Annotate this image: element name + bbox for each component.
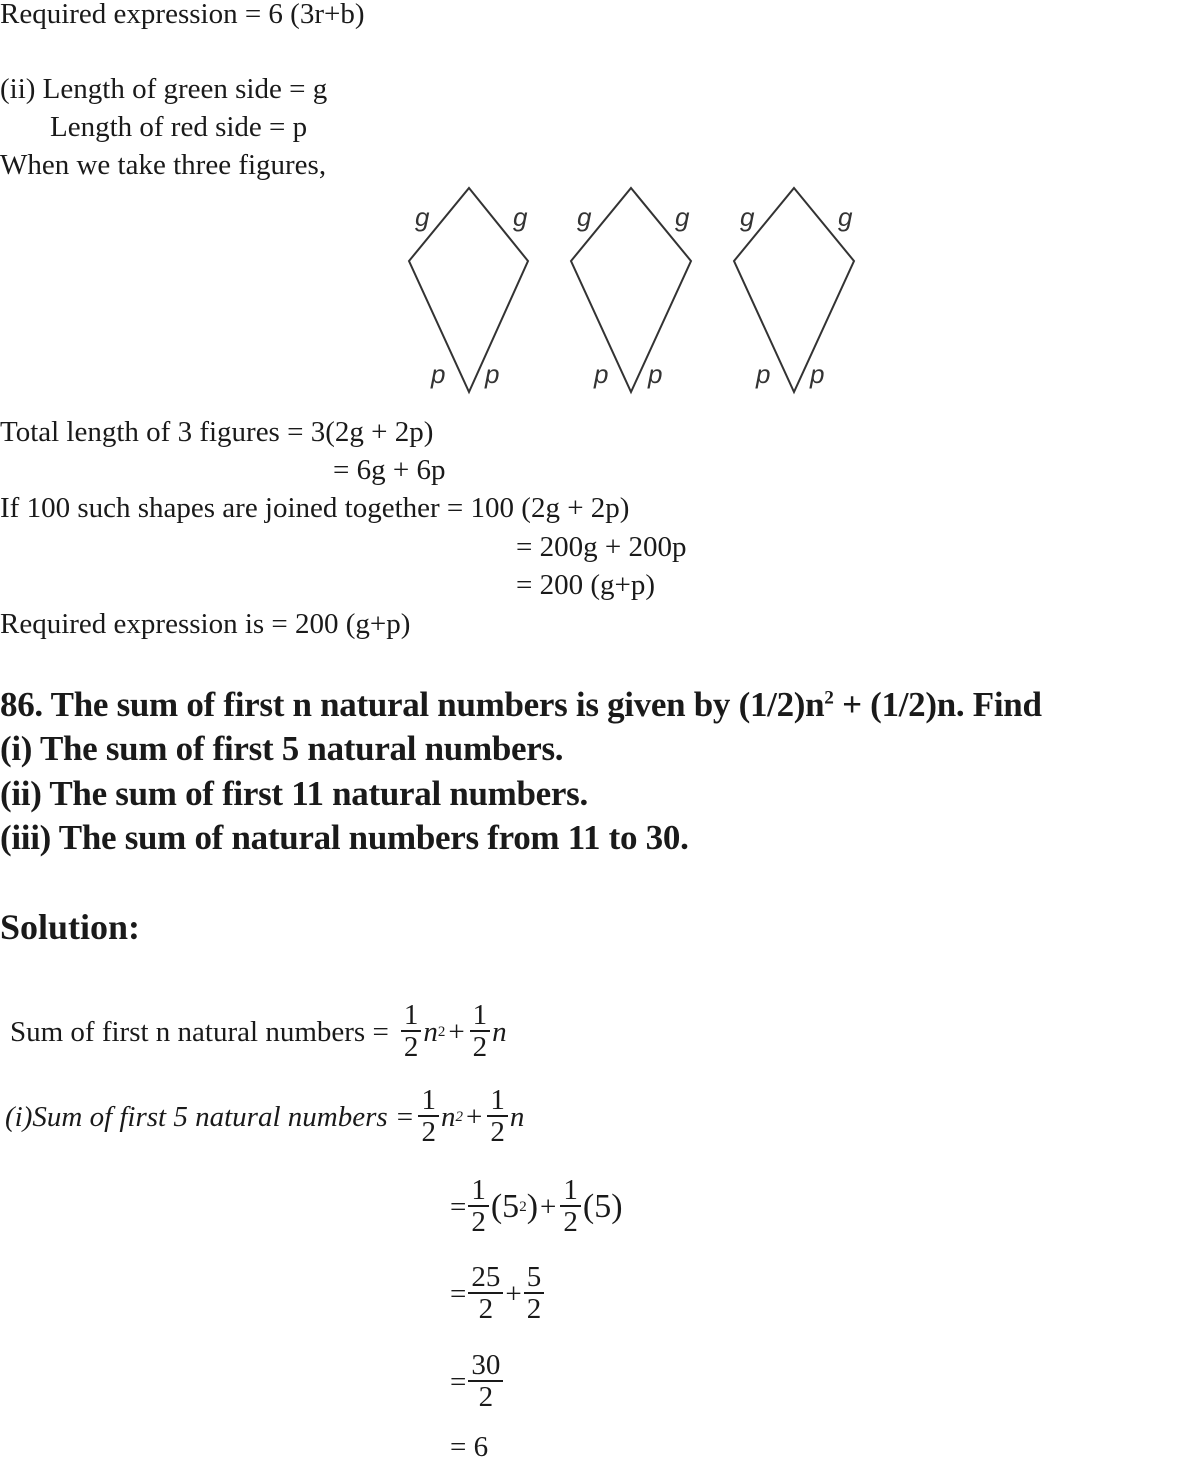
step-3 bbox=[450, 1350, 505, 1414]
plus-sign: + bbox=[540, 1191, 557, 1224]
fraction-half: $\frac{1}{2}$ bbox=[470, 1000, 491, 1064]
total-length-three-simplified: = 6g + 6p bbox=[333, 454, 446, 486]
fraction-half: $\frac{1}{2}$ bbox=[560, 1175, 581, 1239]
fraction-half: $\frac{1}{2}$ bbox=[487, 1085, 508, 1149]
formula-line: Sum of first n natural numbers = $\frac{1}{2}$ n 2 + $\frac{1}{2}$ n bbox=[10, 999, 507, 1064]
variable-n: n bbox=[509, 1101, 525, 1134]
part-i-formula-line: (i)Sum of first 5 natural numbers = $\frac{1}{2}$ n 2 + $\frac{1}{2}$ n bbox=[5, 1084, 525, 1149]
fraction-5-over-2: $\frac{5}{2}$ bbox=[524, 1262, 545, 1326]
question-stem-text: 86. The sum of first n natural numbers is given by (1/2)n bbox=[0, 685, 825, 724]
variable-n: n bbox=[440, 1101, 456, 1134]
five-term: (5) bbox=[582, 1188, 623, 1226]
kite-figures bbox=[395, 180, 875, 405]
fraction-30-over-2: $\frac{30}{2}$ bbox=[468, 1350, 503, 1414]
kite-3-label-top-right: g bbox=[838, 202, 853, 232]
five-squared-open: (5 bbox=[490, 1188, 520, 1226]
fraction-25-over-2: $\frac{25}{2}$ bbox=[468, 1262, 503, 1326]
plus-sign: + bbox=[465, 1101, 483, 1134]
variable-n: n bbox=[492, 1016, 507, 1049]
three-figures-intro: When we take three figures, bbox=[0, 149, 327, 181]
fraction-half: $\frac{1}{2}$ bbox=[401, 1000, 422, 1064]
question-item-iii: (iii) The sum of natural numbers from 11 to 30. bbox=[0, 818, 689, 857]
kite-1-label-bottom-right: p bbox=[485, 359, 500, 389]
kite-1-label-top-right: g bbox=[513, 202, 528, 232]
formula-label: Sum of first n natural numbers = bbox=[10, 1016, 389, 1049]
hundred-shapes-step-1: = 200g + 200p bbox=[516, 531, 687, 563]
kite-2-label-top-left: g bbox=[577, 202, 592, 232]
step-2 bbox=[450, 1262, 546, 1326]
part-ii-conclusion: Required expression is = 200 (g+p) bbox=[0, 608, 411, 640]
step-4: = 6 bbox=[450, 1431, 489, 1463]
question-item-ii: (ii) The sum of first 11 natural numbers. bbox=[0, 774, 588, 813]
step-1: = $\frac{1}{2}$ (5 2 ) + $\frac{1}{2}$ (5) bbox=[450, 1174, 623, 1239]
part-i-conclusion: Required expression = 6 (3r+b) bbox=[0, 0, 365, 30]
question-item-i: (i) The sum of first 5 natural numbers. bbox=[0, 729, 564, 768]
plus-sign: + bbox=[505, 1278, 522, 1311]
kite-3-label-top-left: g bbox=[740, 202, 755, 232]
question-stem-text-end: + (1/2)n. Find bbox=[833, 685, 1042, 724]
equals-sign: = bbox=[450, 1366, 467, 1399]
fraction-half: $\frac{1}{2}$ bbox=[468, 1175, 489, 1239]
variable-n: n bbox=[423, 1016, 438, 1049]
equals-sign: = bbox=[450, 1191, 467, 1224]
kite-2-label-bottom-left: p bbox=[594, 359, 609, 389]
equals-sign: = bbox=[450, 1278, 467, 1311]
question-86-stem bbox=[0, 685, 1042, 725]
hundred-shapes-expression: If 100 such shapes are joined together = 100 (2g + 2p) bbox=[0, 492, 630, 524]
green-side-definition: (ii) Length of green side = g bbox=[0, 73, 328, 105]
kite-1-label-bottom-left: p bbox=[431, 359, 446, 389]
fraction-half: $\frac{1}{2}$ bbox=[418, 1085, 439, 1149]
question-stem-exponent: 2 bbox=[824, 687, 834, 709]
red-side-definition: Length of red side = p bbox=[50, 111, 308, 143]
kite-1-label-top-left: g bbox=[415, 202, 430, 232]
hundred-shapes-step-2: = 200 (g+p) bbox=[516, 569, 656, 601]
part-i-label: (i)Sum of first 5 natural numbers = bbox=[5, 1101, 415, 1134]
kite-3-label-bottom-left: p bbox=[756, 359, 771, 389]
solution-heading: Solution: bbox=[0, 907, 141, 947]
kite-2-label-top-right: g bbox=[675, 202, 690, 232]
kite-3-label-bottom-right: p bbox=[810, 359, 825, 389]
kite-2-label-bottom-right: p bbox=[648, 359, 663, 389]
plus-sign: + bbox=[448, 1016, 465, 1049]
total-length-three: Total length of 3 figures = 3(2g + 2p) bbox=[0, 416, 434, 448]
paren-close: ) bbox=[526, 1188, 539, 1226]
